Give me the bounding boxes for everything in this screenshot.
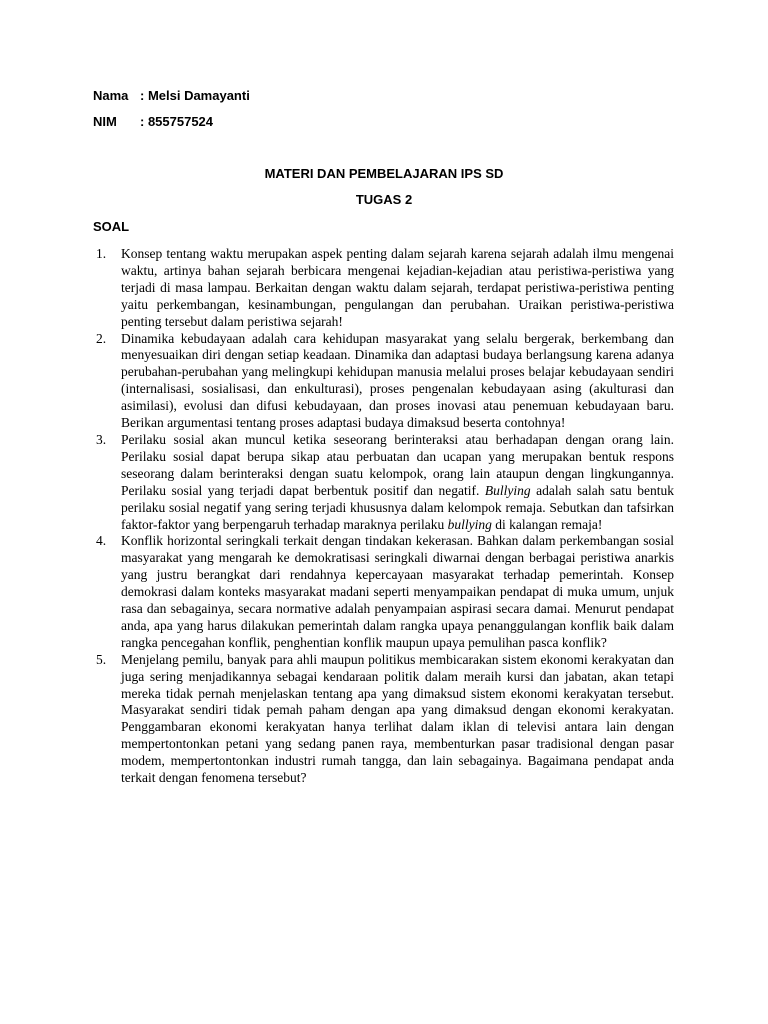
question-number: 2. <box>96 330 107 346</box>
question-item <box>96 246 674 331</box>
question-number: 5. <box>96 651 107 667</box>
question-text-part: Perilaku sosial akan muncul ketika seseorang berinteraksi atau berhadapan dengan orang lain. Perilaku sosial dapat berupa sikap atau perbuatan dan ucapan yang merupakan bentuk respons seseorang dalam berinteraksi dengan suatu kelompok, orang lain ataupun dengan lingkungannya. Perilaku sosial yang terjadi dapat berbentuk positif dan negatif. <box>121 431 674 498</box>
question-item <box>96 431 674 533</box>
italic-term: Bullying <box>484 482 531 498</box>
question-text-part: adalah salah satu bentuk perilaku sosial negatif yang sering terjadi khususnya dalam kelompok remaja. Sebutkan dan tafsirkan faktor-faktor yang berpengaruh terhadap maraknya perilaku <box>121 482 674 532</box>
question-number: 4. <box>96 533 107 549</box>
document-title: MATERI DAN PEMBELAJARAN IPS SD <box>264 166 504 181</box>
name-label: Nama <box>93 88 129 103</box>
student-nim-row <box>93 114 213 130</box>
name-value: : Melsi Damayanti <box>140 88 250 103</box>
nim-label: NIM <box>93 114 117 129</box>
question-text: Konflik horizontal seringkali terkait dengan tindakan kekerasan. Bahkan dalam perkembangan sosial masyarakat yang mengarah ke demokratisasi seringkali diwarnai dengan berbagai peristiwa anarkis yang justru berangkat dari rendahnya kepercayaan masyarakat terhadap pemerintah. Konsep demokrasi dalam konteks masyarakat madani seperti menyampaikan pendapat di muka umum, unjuk rasa dan sebagainya, secara normative adalah penyampaian aspirasi secara damai. Menurut pendapat anda, apa yang harus dilakukan pemerintah dalam rangka upaya penanggulangan konflik baik dalam rangka pencegahan konflik, penghentian konflik maupun upaya pemulihan pasca konflik? <box>121 533 674 650</box>
question-text: Dinamika kebudayaan adalah cara kehidupan masyarakat yang selalu bergerak, berkembang dan menyesuaikan diri dengan setiap keadaan. Dinamika dan adaptasi budaya berlangsung karena adanya perubahan-perubahan yang melingkupi kehidupan manusia melalui proses belajar kebudayaan sendiri (internalisasi, sosialisasi, dan enkulturasi), proses pengenalan kebudayaan asing (akulturasi dan asimilasi), evolusi dan difusi kebudayaan, dan proses inovasi atau penemuan kebudayaan baru. Berikan argumentasi tentang proses adaptasi budaya dimaksud beserta contohnya! <box>121 330 674 431</box>
question-text <box>121 432 674 532</box>
italic-term: bullying <box>447 516 492 532</box>
question-number: 3. <box>96 431 107 447</box>
question-text: Menjelang pemilu, banyak para ahli maupun politikus membicarakan sistem ekonomi kerakyatan dan juga sering menjadikannya sebagai kendaraan politik dalam meraih kursi dan jabatan, akan tetapi mereka tidak pernah menjelaskan tentang apa yang dimaksud sistem ekonomi kerakyatan tersebut. Masyarakat sendiri tidak pemah paham dengan apa yang dimaksud dengan ekonomi kerakyatan. Penggambaran ekonomi kerakyatan hanya terlihat dalam iklan di televisi antara lain dengan mempertontonkan petani yang sedang panen raya, membenturkan pasar tradisional dengan pasar modem, mempertontonkan industri rumah tangga, dan lain sebagainya. Bagaimana pendapat anda terkait dengan fenomena tersebut? <box>121 651 674 786</box>
question-list <box>96 246 674 787</box>
student-name-row <box>93 88 250 104</box>
section-heading: SOAL <box>93 219 130 234</box>
question-number: 1. <box>96 246 107 261</box>
question-text-part: di kalangan remaja! <box>491 516 603 532</box>
nim-value: : 855757524 <box>140 114 214 129</box>
question-item <box>96 533 674 651</box>
question-item <box>96 330 674 432</box>
question-item <box>96 651 674 787</box>
document-subtitle: TUGAS 2 <box>355 192 413 207</box>
question-text: Konsep tentang waktu merupakan aspek penting dalam sejarah karena sejarah adalah ilmu mengenai waktu, artinya bahan sejarah berbicara mengenai kejadian-kejadian atau peristiwa-peristiwa yang terjadi di masa lampau. Berkaitan dengan waktu dalam sejarah, terdapat peristiwa-peristiwa penting yaitu perkembangan, kesinambungan, pengulangan dan perubahan. Uraikan peristiwa-peristiwa penting tersebut dalam peristiwa sejarah! <box>121 246 674 329</box>
